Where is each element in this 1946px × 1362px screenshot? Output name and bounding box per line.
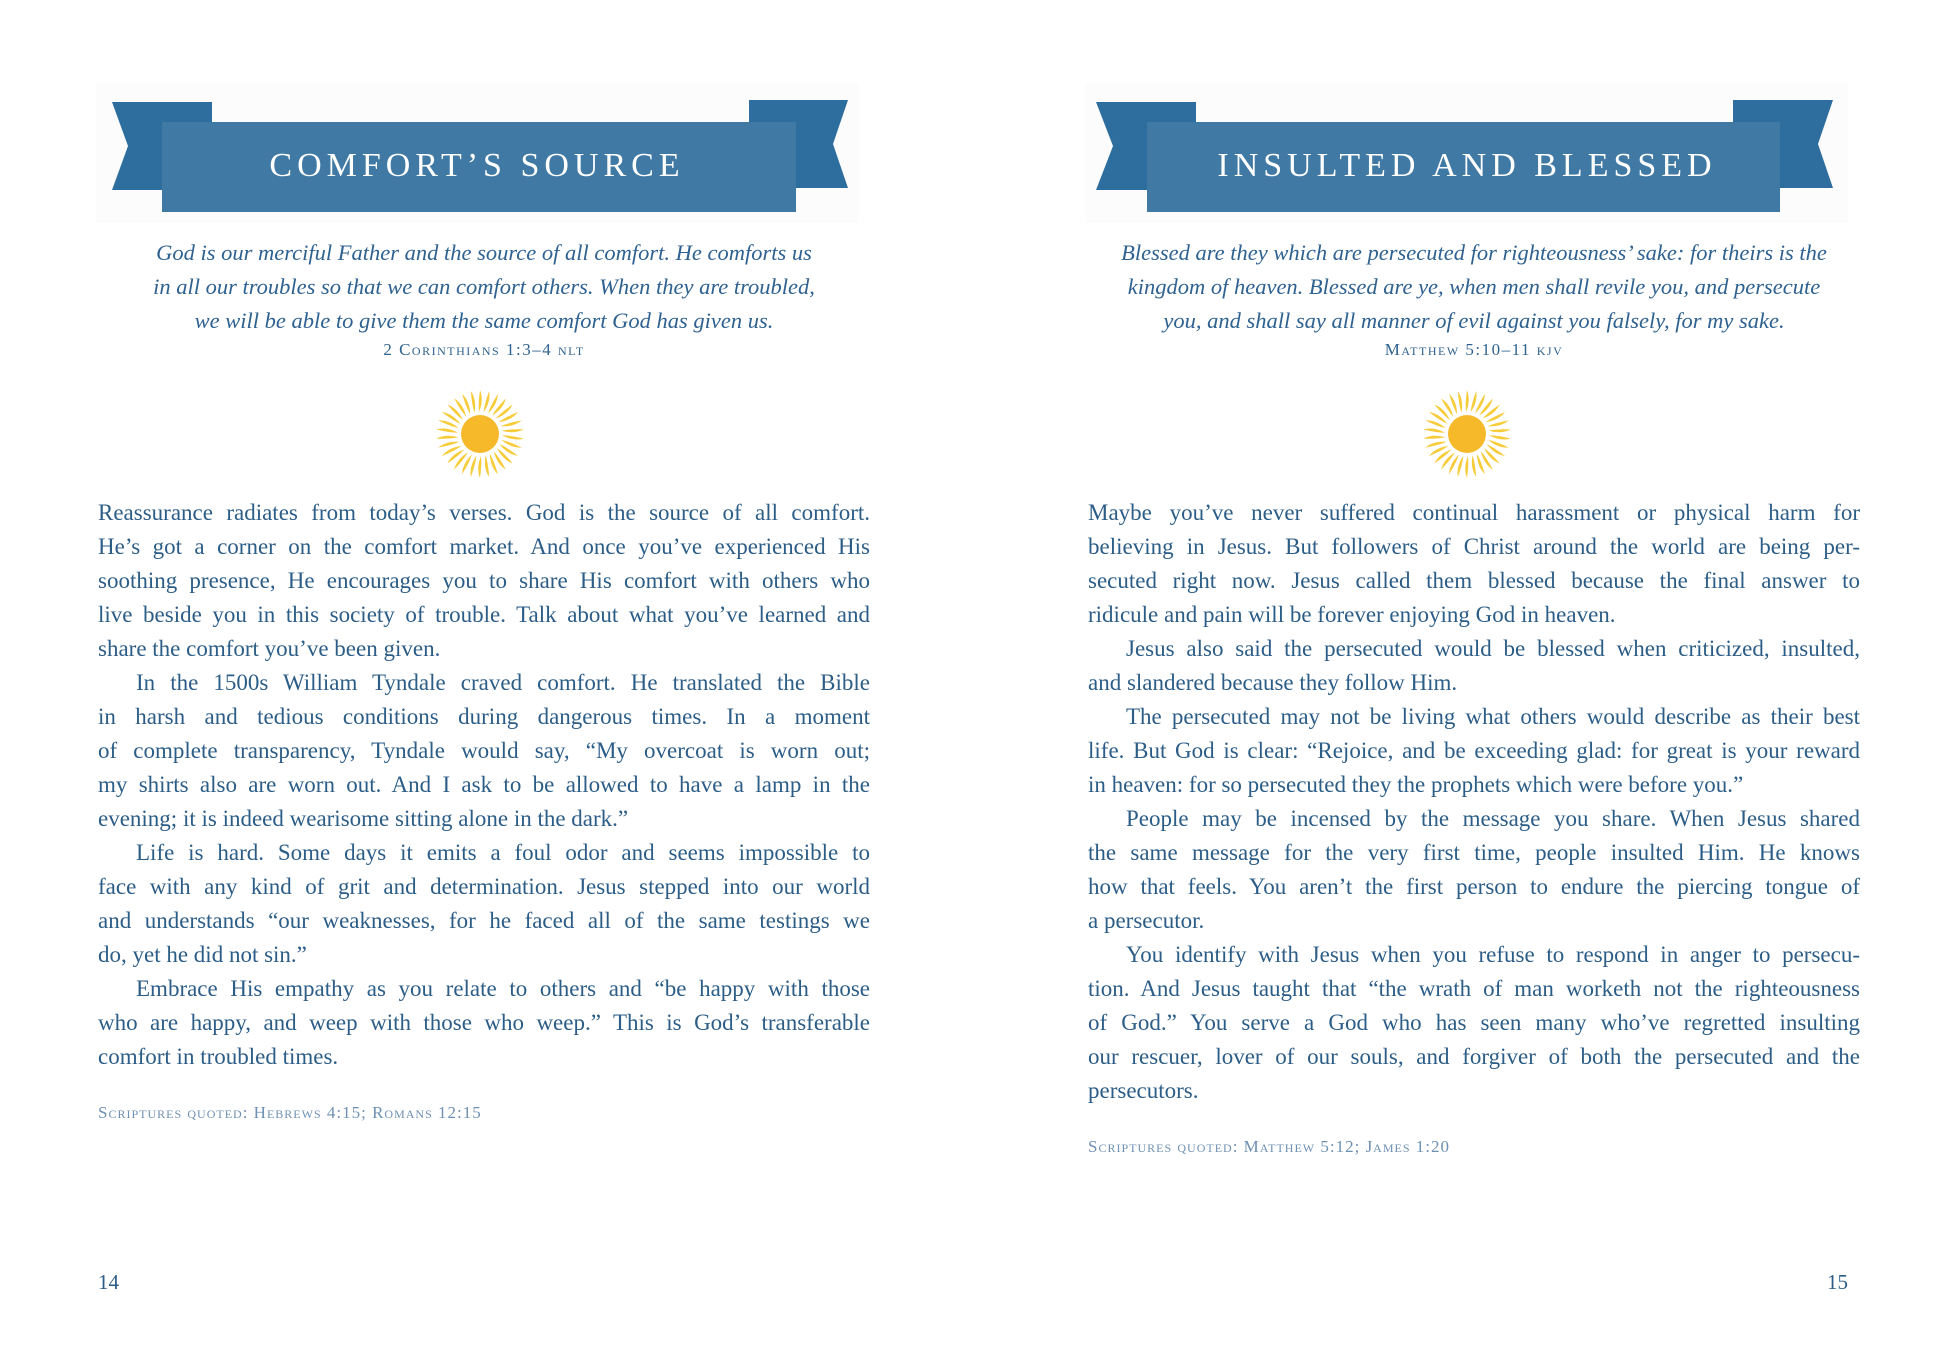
text-line: in heaven: for so persecuted they the prophets which were before you.” — [1088, 772, 1744, 797]
scriptures-quoted: Scriptures quoted: Hebrews 4:15; Romans 12:15 — [98, 1103, 482, 1122]
epigraph-verse — [1088, 236, 1860, 338]
text-line: secuted right now. Jesus called them blessed because the final answer to — [1088, 568, 1860, 593]
text-line: face with any kind of grit and determination. Jesus stepped into our world — [98, 874, 870, 899]
verse-line: kingdom of heaven. Blessed are ye, when men shall revile you, and persecute — [1127, 274, 1821, 299]
verse-line: in all our troubles so that we can comfort others. When they are troubled, — [153, 274, 815, 299]
epigraph-verse — [98, 236, 870, 338]
page-title: INSULTED AND BLESSED — [1217, 147, 1717, 184]
body-text — [98, 496, 870, 1074]
verse-line: you, and shall say all manner of evil against you falsely, for my sake. — [1163, 308, 1785, 333]
body-text — [1088, 496, 1860, 1108]
text-line: You identify with Jesus when you refuse to respond in anger to persecu- — [1126, 942, 1860, 967]
sun-icon — [434, 388, 526, 480]
text-line: evening; it is indeed wearisome sitting alone in the dark.” — [98, 806, 629, 831]
text-line: Jesus also said the persecuted would be blessed when criticized, insulted, — [1126, 636, 1860, 661]
text-line: Life is hard. Some days it emits a foul odor and seems impossible to — [136, 840, 870, 865]
paragraph — [1088, 938, 1860, 1108]
text-line: Reassurance radiates from today’s verses. God is the source of all comfort. — [98, 500, 870, 525]
text-line: life. But God is clear: “Rejoice, and be exceeding glad: for great is your reward — [1088, 738, 1860, 763]
text-line: believing in Jesus. But followers of Christ around the world are being per- — [1088, 534, 1860, 559]
paragraph — [98, 496, 870, 666]
paragraph — [98, 972, 870, 1074]
text-line: of God.” You serve a God who has seen many who’ve regretted insulting — [1088, 1010, 1860, 1035]
title-banner — [1086, 83, 1848, 223]
text-line: a persecutor. — [1088, 908, 1205, 933]
text-line: the same message for the very first time, people insulted Him. He knows — [1088, 840, 1860, 865]
text-line: persecutors. — [1088, 1078, 1199, 1103]
verse-reference: Matthew 5:10–11 kjv — [1384, 340, 1564, 359]
text-line: and understands “our weaknesses, for he faced all of the same testings we — [98, 908, 870, 933]
text-line: do, yet he did not sin.” — [98, 942, 307, 967]
paragraph — [1088, 802, 1860, 938]
paragraph — [1088, 700, 1860, 802]
text-line: in harsh and tedious conditions during dangerous times. In a moment — [98, 704, 870, 729]
text-line: He’s got a corner on the comfort market. And once you’ve experienced His — [98, 534, 870, 559]
paragraph — [98, 666, 870, 836]
text-line: tion. And Jesus taught that “the wrath of man worketh not the righteousness — [1088, 976, 1860, 1001]
text-line: and slandered because they follow Him. — [1088, 670, 1458, 695]
text-line: soothing presence, He encourages you to share His comfort with others who — [98, 568, 870, 593]
text-line: Maybe you’ve never suffered continual harassment or physical harm for — [1088, 500, 1860, 525]
text-line: my shirts also are worn out. And I ask to be allowed to have a lamp in the — [98, 772, 870, 797]
text-line: how that feels. You aren’t the first person to endure the piercing tongue of — [1088, 874, 1860, 899]
text-line: of complete transparency, Tyndale would say, “My overcoat is worn out; — [98, 738, 870, 763]
paragraph — [1088, 632, 1860, 700]
verse-line: God is our merciful Father and the source of all comfort. He comforts us — [156, 240, 812, 265]
text-line: live beside you in this society of trouble. Talk about what you’ve learned and — [98, 602, 870, 627]
title-banner — [96, 83, 858, 223]
text-line: who are happy, and weep with those who weep.” This is God’s transferable — [98, 1010, 870, 1035]
verse-reference: 2 Corinthians 1:3–4 nlt — [383, 340, 585, 359]
text-line: People may be incensed by the message you share. When Jesus shared — [1126, 806, 1860, 831]
text-line: our rescuer, lover of our souls, and forgiver of both the persecuted and the — [1088, 1044, 1860, 1069]
scriptures-quoted: Scriptures quoted: Matthew 5:12; James 1:20 — [1088, 1137, 1450, 1156]
left-page — [98, 0, 870, 1362]
right-page — [1088, 0, 1860, 1362]
verse-line: we will be able to give them the same comfort God has given us. — [194, 308, 774, 333]
page-number: 14 — [98, 1270, 119, 1294]
verse-line: Blessed are they which are persecuted for righteousness’ sake: for theirs is the — [1121, 240, 1827, 265]
text-line: In the 1500s William Tyndale craved comfort. He translated the Bible — [136, 670, 870, 695]
page-title: COMFORT’S SOURCE — [269, 147, 685, 184]
text-line: share the comfort you’ve been given. — [98, 636, 441, 661]
text-line: The persecuted may not be living what others would describe as their best — [1126, 704, 1860, 729]
sun-icon — [1421, 388, 1513, 480]
paragraph — [1088, 496, 1860, 632]
text-line: Embrace His empathy as you relate to others and “be happy with those — [136, 976, 870, 1001]
page-number: 15 — [1827, 1270, 1848, 1294]
text-line: ridicule and pain will be forever enjoying God in heaven. — [1088, 602, 1616, 627]
text-line: comfort in troubled times. — [98, 1044, 339, 1069]
paragraph — [98, 836, 870, 972]
